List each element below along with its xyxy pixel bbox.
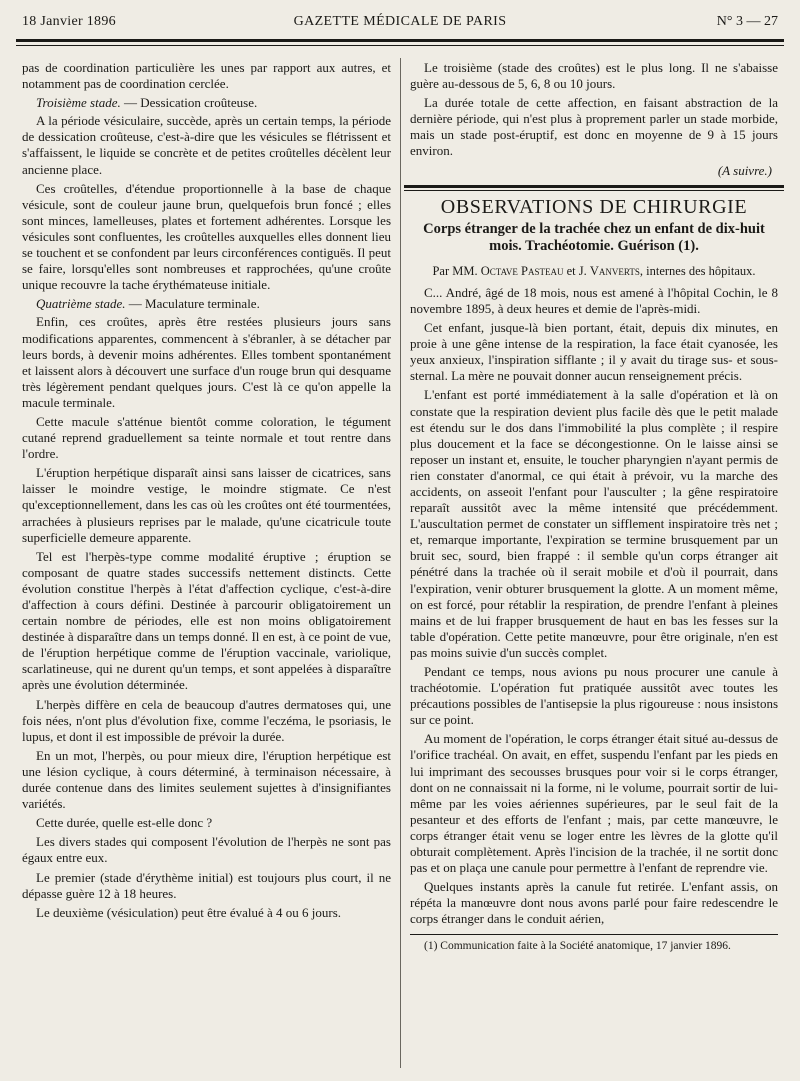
paragraph: Tel est l'herpès-type comme modalité éruptive ; éruption se composant de quatre stades successifs nettement distincts. Cette évolution constitue l'herpès à l'état d'affection cyclique, c'est-à-dire d'affection à cours défini. Destinée à parcourir obligatoirement un certain nombre de périodes, elle est non moins obligatoirement destinée à disparaître dans un temps donné. Il en est, à ce point de vue, de l'éruption herpétique comme de l'éruption vaccinale, variolique, scarlatineuse, qui ne durent qu'un temps, et sont appelées à disparaître après une évolution déterminée.	[22, 548, 391, 693]
stage-heading-label: Troisième stade.	[36, 95, 124, 111]
paragraph: Le premier (stade d'érythème initial) est toujours plus court, il ne dépasse guère 12 à 18 heures.	[22, 869, 391, 901]
paragraph: Le troisième (stade des croûtes) est le plus long. Il ne s'abaisse guère au-dessous de 5, 6, 8 ou 10 jours.	[410, 60, 778, 92]
footnote: (1) Communication faite à la Société anatomique, 17 janvier 1896.	[424, 939, 731, 952]
paragraph: Cet enfant, jusque-là bien portant, était, depuis dix minutes, en proie à une gêne intense de la respiration, la face était cyanosée, les yeux anxieux, l'inspiration sifflante ; il y avait du tirage sus- et sous-sternal. La mère ne pouvait donner aucun renseignement précis.	[410, 320, 778, 384]
paragraph: En un mot, l'herpès, ou pour mieux dire, l'éruption herpétique est une lésion cyclique, à cours déterminé, à terminaison nécessaire, à durée contenue dans des limites seulement sujettes à d'insignifiantes variétés.	[22, 747, 391, 812]
byline-suffix: , internes des hôpitaux.	[639, 263, 756, 278]
stage-heading	[22, 296, 391, 312]
page-header	[16, 14, 784, 34]
section-title: OBSERVATIONS DE CHIRURGIE	[440, 195, 748, 218]
paragraph: pas de coordination particulière les unes par rapport aux autres, et notamment pas de coordination cerclée.	[22, 60, 391, 92]
byline-prefix: Par MM.	[432, 263, 481, 278]
stage-heading-title: — Maculature terminale.	[128, 296, 260, 312]
to-be-continued: (A suivre.)	[717, 162, 772, 178]
stage-heading-label: Quatrième stade.	[36, 296, 129, 312]
case-title	[410, 221, 778, 255]
paragraph: Au moment de l'opération, le corps étranger était situé au-dessus de l'orifice trachéal. On avait, en effet, suspendu l'enfant par les pieds en lui imprimant des secousses brusques pour voir si le corps étranger, dont on ne connaissait ni la forme, ni le volume, pourrait sortir de lui-même par les voies aériennes supérieures, par le seul fait de la pesanteur et des efforts de l'enfant ; mais, par cette manœuvre, le corps étranger était venu se loger entre les lèvres de la glotte qu'il obturait complètement. Après l'incision de la trachée, il ne sortit donc pas et on plaça une canule pour permettre à l'enfant de reprendre vie.	[410, 731, 778, 876]
header-date: 18 Janvier 1896	[22, 14, 116, 29]
paragraph: La durée totale de cette affection, en faisant abstraction de la dernière période, qui n'est plus à proprement parler un stade morbide, mais un stade post-éruptif, est donc en moyenne de 9 à 15 jours environ.	[410, 95, 778, 159]
paragraph: Cette durée, quelle est-elle donc ?	[36, 815, 213, 831]
paragraph: Le deuxième (vésiculation) peut être évalué à 4 ou 6 jours.	[36, 904, 342, 920]
footnote-marker: (1).	[678, 237, 699, 254]
paragraph: C... André, âgé de 18 mois, nous est amené à l'hôpital Cochin, le 8 novembre 1895, à deux heures et demie de l'après-midi.	[410, 284, 778, 316]
footnote-rule	[410, 934, 778, 935]
stage-heading-title: — Dessication croûteuse.	[124, 95, 258, 111]
section-rule	[404, 185, 784, 188]
stage-heading	[22, 95, 391, 111]
header-issue-page: N° 3 — 27	[716, 14, 778, 29]
paragraph: L'enfant est porté immédiatement à la salle d'opération et là on constate que la respiration devient plus facile dès que le petit malade est étendu sur le dos dans l'immobilité la plus complète ; il respire plus doucement et la face se décongestionne. On le laisse ainsi se reposer un instant et, ensuite, le toucher pharyngien n'ayant permis de rien constater d'anormal, ce qui était à prévoir, vu la marche des accidents, on asseoit l'enfant pour l'ausculter ; la gêne respiratoire reparaît aussitôt avec la même intensité que précédemment. L'auscultation permet de constater un sifflement inspiratoire très net ; et, remarque importante, l'expiration se termine brusquement par un bruit sec, sourd, bien frappé : il semble qu'un corps étranger ait pénétré dans la trachée où il serait mobile et d'où il pourrait, dans l'expiration, venir obturer brusquement la glotte. A un moment même, on est forcé, pour rétablir la respiration, de prendre l'enfant à pleines mains et de lui frapper brusquement de haut en bas les fesses sur la table d'opération. Cette petite manœuvre, pour être originale, n'en est pas moins suivie d'un succès complet.	[410, 387, 778, 660]
byline-and: et J.	[563, 263, 590, 278]
paragraph: L'éruption herpétique disparaît ainsi sans laisser de cicatrices, sans laisser le moindre vestige, le moindre stigmate. Ce n'est qu'exceptionnellement, dans les cas où les croûtes ont été tourmentées, arrachées à plusieurs reprises par le malade, qu'une cicatricule toute superficielle demeure apparente.	[22, 465, 391, 545]
paragraph: Pendant ce temps, nous avions pu nous procurer une canule à trachéotomie. L'opération fut pratiquée aussitôt avec toutes les précautions possibles de l'antisepsie la plus rigoureuse : nous insistons sur ce point.	[410, 664, 778, 728]
header-journal-title: GAZETTE MÉDICALE DE PARIS	[293, 14, 507, 29]
paragraph: Ces croûtelles, d'étendue proportionnelle à la base de chaque vésicule, sont de couleur jaune brun, quelquefois brun foncé ; elles sont minces, lamelleuses, plates et fortement adhérentes. Lorsque les vésicules sont confluentes, les croûtelles auxquelles elles donnent lieu se touchent et se confondent par leurs circonférences contiguës. Il peut se faire, lorsqu'elles sont nombreuses et rapprochées, qu'une croûte unique recouvre la tache érythémateuse initiale.	[22, 180, 391, 293]
header-rule	[16, 39, 784, 42]
paragraph: Enfin, ces croûtes, après être restées plusieurs jours sans modifications apparentes, commencent à s'ébranler, à se détacher par leurs bords, à devenir moins adhérentes. Elles tombent spontanément et laissent alors à découvert une surface d'un rouge brun qui desquame très légèrement pendant quelques jours. C'est là ce qu'on appelle la macule terminale.	[22, 314, 391, 410]
paragraph: Les divers stades qui composent l'évolution de l'herpès ne sont pas égaux entre eux.	[22, 834, 391, 866]
paragraph: Quelques instants après la canule fut retirée. L'enfant assis, on répéta la manœuvre dont nous avons parlé pour faire redescendre le corps étranger dans le conduit aérien,	[410, 879, 778, 927]
section-rule-thin	[404, 190, 784, 191]
column-divider	[400, 58, 401, 1068]
paragraph: A la période vésiculaire, succède, après un certain temps, la période de dessication croûteuse, c'est-à-dire que les vésicules se flétrissent et s'affaissent, le liquide se concrète et de petites croûtelles décèlent leur ancienne place.	[22, 113, 391, 177]
left-column	[22, 60, 391, 924]
header-rule-thin	[16, 45, 784, 46]
paragraph: L'herpès diffère en cela de beaucoup d'autres dermatoses qui, une fois nées, n'ont plus d'évolution fixe, comme l'eczéma, le psoriasis, le lupus, et dont il est impossible de prévoir la durée.	[22, 696, 391, 744]
case-title-text: Corps étranger de la trachée chez un enfant de dix-huit mois. Trachéotomie. Guérison	[423, 220, 765, 254]
right-column	[410, 60, 778, 954]
author-1: Octave Pasteau	[480, 263, 564, 278]
byline	[410, 263, 778, 279]
author-2: Vanverts	[589, 263, 640, 278]
paragraph: Cette macule s'atténue bientôt comme coloration, le tégument cutané reprend graduellement sa teinte normale et tout rentre dans l'ordre.	[22, 413, 391, 462]
